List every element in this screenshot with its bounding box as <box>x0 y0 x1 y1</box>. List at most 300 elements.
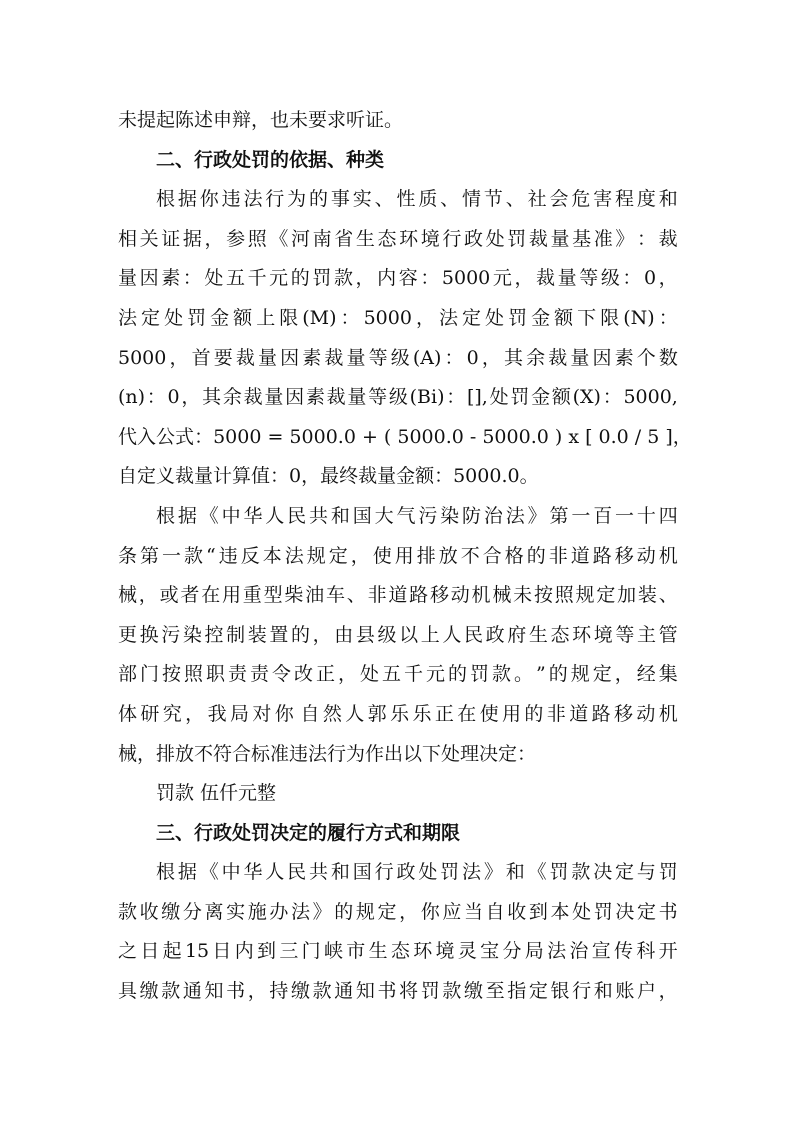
text-segment: 害 <box>593 188 613 211</box>
text-segment: 》 <box>615 227 635 250</box>
text-segment: 正 <box>434 702 454 725</box>
text-line <box>118 655 678 695</box>
text-segment: 裁 <box>326 386 346 409</box>
text-segment: 定 <box>141 306 161 329</box>
text-segment: 》 <box>483 861 503 884</box>
text-segment: 裁 <box>536 267 556 290</box>
text-segment: 量 <box>118 267 138 290</box>
text-segment: 余 <box>526 346 546 369</box>
text-segment: 缴 <box>139 980 159 1003</box>
text-segment: 对 <box>252 702 272 725</box>
text-segment: 罚 <box>440 861 460 884</box>
text-segment: 法 <box>438 306 458 329</box>
text-segment: 型 <box>263 584 283 607</box>
text-line <box>118 457 678 497</box>
text-segment: 容 <box>398 267 418 290</box>
text-segment: 处 <box>164 306 184 329</box>
text-segment: 上 <box>256 306 276 329</box>
text-segment: 由 <box>334 623 354 646</box>
text-segment: 因 <box>280 346 300 369</box>
text-segment: 污 <box>161 623 181 646</box>
text-segment: 0 <box>167 386 180 409</box>
text-segment: 金 <box>210 306 230 329</box>
text-segment: 法 <box>243 188 263 211</box>
text-segment: 排 <box>416 544 436 567</box>
text-segment: (Bi) <box>409 386 445 409</box>
text-segment: 动 <box>450 584 470 607</box>
text-segment: 局 <box>524 940 544 963</box>
text-line <box>118 378 678 418</box>
text-segment: 裁 <box>528 227 548 250</box>
text-segment: 到 <box>257 940 277 963</box>
text-segment: 政 <box>464 227 484 250</box>
text-segment: 照 <box>247 227 267 250</box>
text-segment: 处 <box>485 227 505 250</box>
text-segment: 一 <box>615 504 635 527</box>
text-segment: 法 <box>118 306 138 329</box>
text-segment: 郭 <box>367 702 387 725</box>
text-segment: 法 <box>284 544 304 567</box>
text-segment: 行 <box>572 980 592 1003</box>
text-content: 未提起陈述申辩，也未要求听证。 <box>118 109 404 131</box>
text-segment: 环 <box>572 623 592 646</box>
text-segment: 性 <box>396 188 416 211</box>
text-segment: 装 <box>247 623 267 646</box>
text-segment: 行 <box>265 188 285 211</box>
text-segment: 管 <box>658 623 678 646</box>
text-segment: 罚 <box>658 861 678 884</box>
text-line <box>118 259 678 299</box>
text-segment: 未 <box>513 584 533 607</box>
text-segment: 《 <box>199 861 219 884</box>
text-segment: 内 <box>234 940 254 963</box>
text-segment: 款 <box>184 544 204 567</box>
text-segment: [], <box>466 386 488 409</box>
text-segment: ， <box>185 702 205 725</box>
text-segment: 路 <box>409 584 429 607</box>
text-segment: 量 <box>264 386 284 409</box>
text-segment: 加 <box>617 584 637 607</box>
text-segment: 一 <box>571 504 591 527</box>
text-line <box>118 339 678 379</box>
text-segment: ， <box>658 980 678 1003</box>
text-segment: 证 <box>161 227 181 250</box>
text-segment: 危 <box>571 188 591 211</box>
text-segment: 移 <box>614 544 634 567</box>
text-segment: 据 <box>177 504 197 527</box>
text-segment: 府 <box>507 623 527 646</box>
text-segment: 》 <box>312 900 332 923</box>
text-segment: 办 <box>269 900 289 923</box>
text-segment: 的 <box>309 188 329 211</box>
text-segment: 你 <box>420 900 440 923</box>
text-segment: “ <box>206 544 216 567</box>
text-segment: 换 <box>139 623 159 646</box>
text-segment: 条 <box>118 544 138 567</box>
text-segment: (N) <box>623 306 655 329</box>
text-segment: 日 <box>212 940 232 963</box>
text-segment: 市 <box>346 940 366 963</box>
text-segment: 素 <box>161 267 181 290</box>
text-segment: 情 <box>462 188 482 211</box>
text-segment: 度 <box>636 188 656 211</box>
text-segment: 人 <box>442 623 462 646</box>
text-line <box>118 616 678 656</box>
text-segment: 道 <box>388 584 408 607</box>
text-segment: 千 <box>247 267 267 290</box>
text-segment: 按 <box>162 663 182 686</box>
text-segment: 5000 = 5000.0 + ( 5000.0 - 5000.0 ) x [ 0.0 / 5 ] <box>213 425 673 448</box>
text-segment: 省 <box>334 227 354 250</box>
text-segment: 的 <box>526 544 546 567</box>
text-segment: 五 <box>225 267 245 290</box>
text-segment: 灵 <box>457 940 477 963</box>
text-segment: 非 <box>548 544 568 567</box>
text-segment: 素 <box>302 346 322 369</box>
text-segment: 和 <box>593 980 613 1003</box>
text-segment: 法 <box>547 940 567 963</box>
text-segment: 道 <box>569 702 589 725</box>
text-content: 械，排放不符合标准违法行为作出以下处理决定： <box>118 742 537 765</box>
text-segment: 控 <box>204 623 224 646</box>
text-segment: 其 <box>202 386 222 409</box>
text-segment: 生 <box>355 227 375 250</box>
text-segment: 第 <box>140 544 160 567</box>
text-segment: 定 <box>462 306 482 329</box>
text-segment: 四 <box>658 504 678 527</box>
text-content: 罚款 伍仟元整 <box>156 782 277 805</box>
text-segment: 开 <box>658 940 678 963</box>
text-segment: 染 <box>182 623 202 646</box>
text-segment: 本 <box>262 544 282 567</box>
text-segment: 乐 <box>390 702 410 725</box>
section-heading <box>118 141 678 181</box>
text-segment: 款 <box>312 980 332 1003</box>
text-segment: 》 <box>527 504 547 527</box>
text-segment: 5000 <box>441 267 491 290</box>
text-segment: 收 <box>139 900 159 923</box>
text-segment: 根 <box>156 504 176 527</box>
text-segment: 下 <box>577 306 597 329</box>
text-segment: 因 <box>592 346 612 369</box>
text-segment: ， <box>138 584 158 607</box>
text-segment: 级 <box>600 267 620 290</box>
text-segment: 收 <box>507 900 527 923</box>
text-segment: 械 <box>492 584 512 607</box>
text-segment: 定 <box>328 544 348 567</box>
text-segment: 余 <box>222 386 242 409</box>
text-segment: ， <box>204 227 224 250</box>
text-segment: 款 <box>442 980 462 1003</box>
text-segment: 华 <box>243 861 263 884</box>
text-line <box>118 101 678 141</box>
text-segment: 处 <box>572 900 592 923</box>
text-segment: ： <box>182 267 202 290</box>
text-segment: 金 <box>531 306 551 329</box>
text-segment: 限 <box>600 306 620 329</box>
text-segment: 研 <box>140 702 160 725</box>
text-segment: 罚 <box>508 306 528 329</box>
text-segment: 气 <box>396 504 416 527</box>
text-segment: 科 <box>636 940 656 963</box>
text-segment: 机 <box>658 702 678 725</box>
text-segment: 机 <box>471 584 491 607</box>
text-segment: 以 <box>399 623 419 646</box>
text-segment: 定 <box>596 584 616 607</box>
text-segment: 质 <box>418 188 438 211</box>
text-segment: 定 <box>592 663 612 686</box>
text-segment: 合 <box>482 544 502 567</box>
text-segment: 元 <box>426 663 446 686</box>
text-line <box>118 853 678 893</box>
text-segment: 账 <box>615 980 635 1003</box>
text-segment: 规 <box>355 900 375 923</box>
text-segment: 根 <box>156 188 176 211</box>
text-segment: 因 <box>285 386 305 409</box>
text-segment: 共 <box>309 861 329 884</box>
text-segment: 局 <box>229 702 249 725</box>
text-line <box>118 537 678 577</box>
text-segment: 违 <box>221 188 241 211</box>
text-segment: ， <box>672 425 692 448</box>
text-segment: 的 <box>334 900 354 923</box>
text-segment: 额 <box>233 306 253 329</box>
text-segment: ， <box>181 386 201 409</box>
text-segment: 根 <box>156 861 176 884</box>
text-segment: ” <box>536 663 546 686</box>
text-segment: 款 <box>571 861 591 884</box>
text-segment: 主 <box>637 623 657 646</box>
text-line <box>118 735 678 775</box>
text-segment: 河 <box>291 227 311 250</box>
text-segment: 或 <box>159 584 179 607</box>
text-segment: 民 <box>287 504 307 527</box>
text-segment: 罚 <box>312 267 332 290</box>
text-segment: ， <box>350 544 370 567</box>
text-segment: 污 <box>418 504 438 527</box>
text-segment: 上 <box>420 623 440 646</box>
text-segment: 、 <box>346 584 366 607</box>
text-segment: ， <box>312 623 332 646</box>
text-segment: 应 <box>442 900 462 923</box>
text-segment: 三 <box>279 940 299 963</box>
text-segment: 一 <box>162 544 182 567</box>
text-segment: 首 <box>191 346 211 369</box>
text-segment: 公 <box>156 425 176 448</box>
text-segment: 使 <box>479 702 499 725</box>
text-segment: 境 <box>420 227 440 250</box>
text-segment: 令 <box>272 663 292 686</box>
text-segment: 准 <box>593 227 613 250</box>
text-line <box>118 774 678 814</box>
text-segment: 当 <box>464 900 484 923</box>
text-segment: 使 <box>372 544 392 567</box>
text-segment: 道 <box>570 544 590 567</box>
text-segment: 等 <box>368 346 388 369</box>
text-segment: 等 <box>368 386 388 409</box>
text-segment: ： <box>194 425 214 448</box>
text-segment: 定 <box>377 900 397 923</box>
text-segment: 0 <box>644 267 657 290</box>
text-segment: 元 <box>269 267 289 290</box>
text-segment: ： <box>622 267 642 290</box>
text-segment: 指 <box>507 980 527 1003</box>
text-segment: 自 <box>300 702 320 725</box>
text-line <box>118 576 678 616</box>
text-segment: 生 <box>528 623 548 646</box>
text-segment: 为 <box>287 188 307 211</box>
text-segment: 罚 <box>510 386 530 409</box>
text-segment: 款 <box>492 663 512 686</box>
text-segment: 民 <box>287 861 307 884</box>
text-segment: ： <box>637 227 657 250</box>
text-segment: 款 <box>161 980 181 1003</box>
text-segment: 通 <box>182 980 202 1003</box>
text-segment: 法 <box>505 504 525 527</box>
text-segment: 华 <box>243 504 263 527</box>
text-segment: 法 <box>462 861 482 884</box>
text-segment: ， <box>481 346 501 369</box>
text-line <box>118 695 678 735</box>
text-segment: ， <box>247 980 267 1003</box>
text-segment: 《 <box>269 227 289 250</box>
text-segment: 责 <box>250 663 270 686</box>
text-segment: 罚 <box>593 900 613 923</box>
text-segment: 处 <box>485 306 505 329</box>
text-segment: 基 <box>572 227 592 250</box>
text-segment: 据 <box>177 861 197 884</box>
text-segment: 规 <box>575 584 595 607</box>
text-segment: 环 <box>399 227 419 250</box>
text-segment: ： <box>658 306 678 329</box>
text-segment: 量 <box>570 346 590 369</box>
text-segment: 械 <box>118 584 138 607</box>
text-segment: 、 <box>374 188 394 211</box>
text-segment: 其 <box>503 346 523 369</box>
text-segment: 大 <box>374 504 394 527</box>
text-segment: 、 <box>505 188 525 211</box>
text-segment: 行 <box>374 861 394 884</box>
text-segment: ， <box>614 663 634 686</box>
text-segment: (A) <box>412 346 442 369</box>
text-segment: 。 <box>514 663 534 686</box>
text-segment: 的 <box>524 702 544 725</box>
text-segment: 分 <box>182 900 202 923</box>
text-segment: 和 <box>330 504 350 527</box>
text-segment: 日 <box>140 940 160 963</box>
text-segment: 人 <box>265 861 285 884</box>
text-segment: ， <box>399 900 419 923</box>
text-segment: 宝 <box>480 940 500 963</box>
text-segment: ： <box>420 267 440 290</box>
text-segment: 《 <box>199 504 219 527</box>
text-segment: 量 <box>346 346 366 369</box>
text-segment: 行 <box>442 227 462 250</box>
text-segment: 实 <box>226 900 246 923</box>
text-segment: 具 <box>118 980 138 1003</box>
text-segment: ： <box>340 306 360 329</box>
text-segment: 与 <box>636 861 656 884</box>
text-segment: 态 <box>550 623 570 646</box>
text-segment: 人 <box>265 504 285 527</box>
text-segment: 共 <box>309 504 329 527</box>
text-segment: 政 <box>396 861 416 884</box>
text-segment: 国 <box>352 861 372 884</box>
text-segment: 门 <box>140 663 160 686</box>
text-segment: 用 <box>221 584 241 607</box>
text-segment: ， <box>415 306 435 329</box>
text-segment: 路 <box>591 702 611 725</box>
text-segment: 你 <box>274 702 294 725</box>
text-segment: 动 <box>636 702 656 725</box>
text-segment: 之 <box>118 940 138 963</box>
text-segment: 罚 <box>187 306 207 329</box>
text-segment: ： <box>602 386 622 409</box>
text-segment: 处 <box>360 663 380 686</box>
text-segment: 5000 <box>118 346 167 369</box>
text-segment: 量 <box>557 267 577 290</box>
text-segment: 重 <box>242 584 262 607</box>
text-segment: ： <box>444 346 464 369</box>
text-segment: 到 <box>528 900 548 923</box>
text-segment: 防 <box>462 504 482 527</box>
text-segment: 规 <box>570 663 590 686</box>
text-segment: 书 <box>658 900 678 923</box>
text-segment: 银 <box>550 980 570 1003</box>
text-segment: 的 <box>290 267 310 290</box>
text-segment: 我 <box>207 702 227 725</box>
text-segment: 款 <box>333 267 353 290</box>
text-segment: 不 <box>460 544 480 567</box>
text-segment: ， <box>169 346 189 369</box>
text-segment: 机 <box>658 544 678 567</box>
text-content: 自定义裁量计算值：0，最终裁量金额：5000.0。 <box>118 465 539 488</box>
text-segment: 书 <box>377 980 397 1003</box>
text-line <box>118 180 678 220</box>
text-segment: 、 <box>658 584 678 607</box>
text-segment: 置 <box>269 623 289 646</box>
text-segment: 因 <box>139 267 159 290</box>
text-segment: 、 <box>440 188 460 211</box>
text-segment: ： <box>146 386 166 409</box>
text-segment: 知 <box>355 980 375 1003</box>
text-segment: 正 <box>316 663 336 686</box>
text-segment: 中 <box>221 504 241 527</box>
text-segment: 按 <box>533 584 553 607</box>
text-segment: 集 <box>658 663 678 686</box>
text-segment: 额 <box>551 386 571 409</box>
text-segment: 格 <box>504 544 524 567</box>
text-segment: 路 <box>592 544 612 567</box>
text-segment: 体 <box>118 702 138 725</box>
text-segment: 素 <box>305 386 325 409</box>
text-segment: 你 <box>199 188 219 211</box>
text-segment: 处 <box>204 267 224 290</box>
text-segment: 环 <box>413 940 433 963</box>
text-segment: 的 <box>548 663 568 686</box>
text-line <box>118 220 678 260</box>
text-segment: 会 <box>549 188 569 211</box>
text-segment: 罚 <box>470 663 490 686</box>
text-segment: 将 <box>399 980 419 1003</box>
text-line <box>118 932 678 972</box>
text-segment: 15 <box>184 940 210 963</box>
text-segment: 款 <box>118 900 138 923</box>
text-segment: 素 <box>614 346 634 369</box>
text-segment: 限 <box>279 306 299 329</box>
text-segment: 千 <box>404 663 424 686</box>
text-segment: 峡 <box>323 940 343 963</box>
